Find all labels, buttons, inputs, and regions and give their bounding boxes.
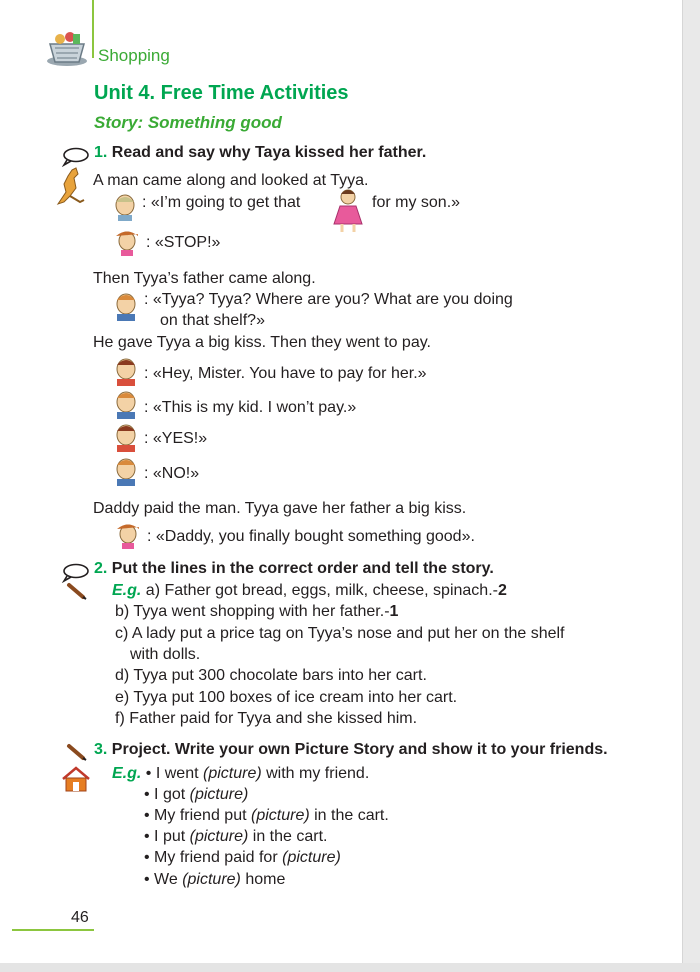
dialogue-line: : «YES!» [144,430,208,447]
task1-instruction-text: Read and say why Taya kissed her father. [111,144,427,161]
shopping-basket-icon [44,28,90,68]
father-face-icon [112,291,138,321]
dialogue-line: : «Tyya? Tyya? Where are you? What are you doing [144,291,513,308]
page-number: 46 [71,909,89,926]
project-text: home [240,871,286,888]
order-item-d: d) Tyya put 300 chocolate bars into her cart. [115,667,427,684]
order-item-c: c) A lady put a price tag on Tyya’s nose and put her on the shelf [115,625,565,642]
task2-number: 2. [94,560,108,577]
footer-rule [12,929,94,931]
picture-placeholder: (picture) [189,828,249,845]
picture-placeholder: (picture) [189,786,249,803]
project-item [144,848,341,868]
house-project-icon [60,765,92,793]
order-item-f: f) Father paid for Tyya and she kissed him. [115,710,418,727]
doll-icon [330,188,366,234]
father-face-icon [112,389,138,419]
order-item-b [115,602,398,622]
dialogue-line: : «NO!» [144,465,200,482]
task1-number: 1. [94,144,108,161]
project-text: with my friend. [261,765,370,782]
project-item [144,806,389,826]
speech-bubble-icon [61,147,91,167]
task1-instruction [94,143,426,163]
dialogue-line: : «Hey, Mister. You have to pay for her.» [144,365,427,382]
page-edge-bottom [0,963,700,972]
task2-instruction [94,559,494,579]
order-item-a [112,581,507,601]
section-label: Shopping [98,46,170,65]
picture-placeholder: (picture) [282,849,341,866]
story-line: A man came along and looked at Tyya. [93,172,369,189]
girl-face-icon [112,228,138,258]
task3-number: 3. [94,741,108,758]
order-item-e: e) Tyya put 100 boxes of ice cream into her cart. [115,689,458,706]
picture-placeholder: (picture) [202,765,262,782]
shopkeeper-face-icon [112,422,138,452]
project-text: • My friend put [144,807,251,824]
project-item [144,785,248,805]
project-item [144,870,285,890]
project-text: • My friend paid for [144,849,283,866]
picture-placeholder: (picture) [250,807,310,824]
task3-instruction [94,740,608,760]
pencil-icon [66,580,88,600]
girl-face-icon [113,521,139,551]
project-text: in the cart. [309,807,389,824]
project-text: in the cart. [248,828,328,845]
example-label: E.g. [112,765,142,782]
header-rule [92,0,94,58]
pencil-icon [66,741,88,761]
project-text: • We [144,871,183,888]
father-face-icon [112,456,138,486]
story-title: Story: Something good [94,113,282,132]
project-text: • I put [144,828,190,845]
dialogue-line: : «Daddy, you finally bought something good». [147,528,475,545]
project-item [144,827,327,847]
project-item [112,764,369,784]
story-line: He gave Tyya a big kiss. Then they went to pay. [93,334,431,351]
order-number: 1 [389,603,399,620]
dialogue-line: : «STOP!» [146,234,221,251]
task3-instruction-text: Project. Write your own Picture Story and show it to your friends. [111,741,608,758]
kangaroo-icon [50,166,88,206]
unit-title: Unit 4. Free Time Activities [94,82,349,104]
dialogue-line: on that shelf?» [160,312,265,329]
shopkeeper-face-icon [112,356,138,386]
order-number: 2 [497,582,507,599]
task2-instruction-text: Put the lines in the correct order and tell the story. [111,560,494,577]
dialogue-line: for my son.» [372,194,461,211]
page-edge-right [682,0,700,972]
dialogue-line: : «This is my kid. I won’t pay.» [144,399,357,416]
order-item-c-cont: with dolls. [130,646,201,663]
order-item-text: b) Tyya went shopping with her father.- [115,603,390,620]
dialogue-line: : «I’m going to get that [142,194,301,211]
picture-placeholder: (picture) [182,871,241,888]
project-text: • I went [145,765,203,782]
project-text: • I got [144,786,190,803]
order-item-text: a) Father got bread, eggs, milk, cheese, spinach.- [145,582,498,599]
story-line: Then Tyya’s father came along. [93,270,316,287]
man-face-icon [112,192,138,222]
story-line: Daddy paid the man. Tyya gave her father a big kiss. [93,500,467,517]
example-label: E.g. [112,582,142,599]
